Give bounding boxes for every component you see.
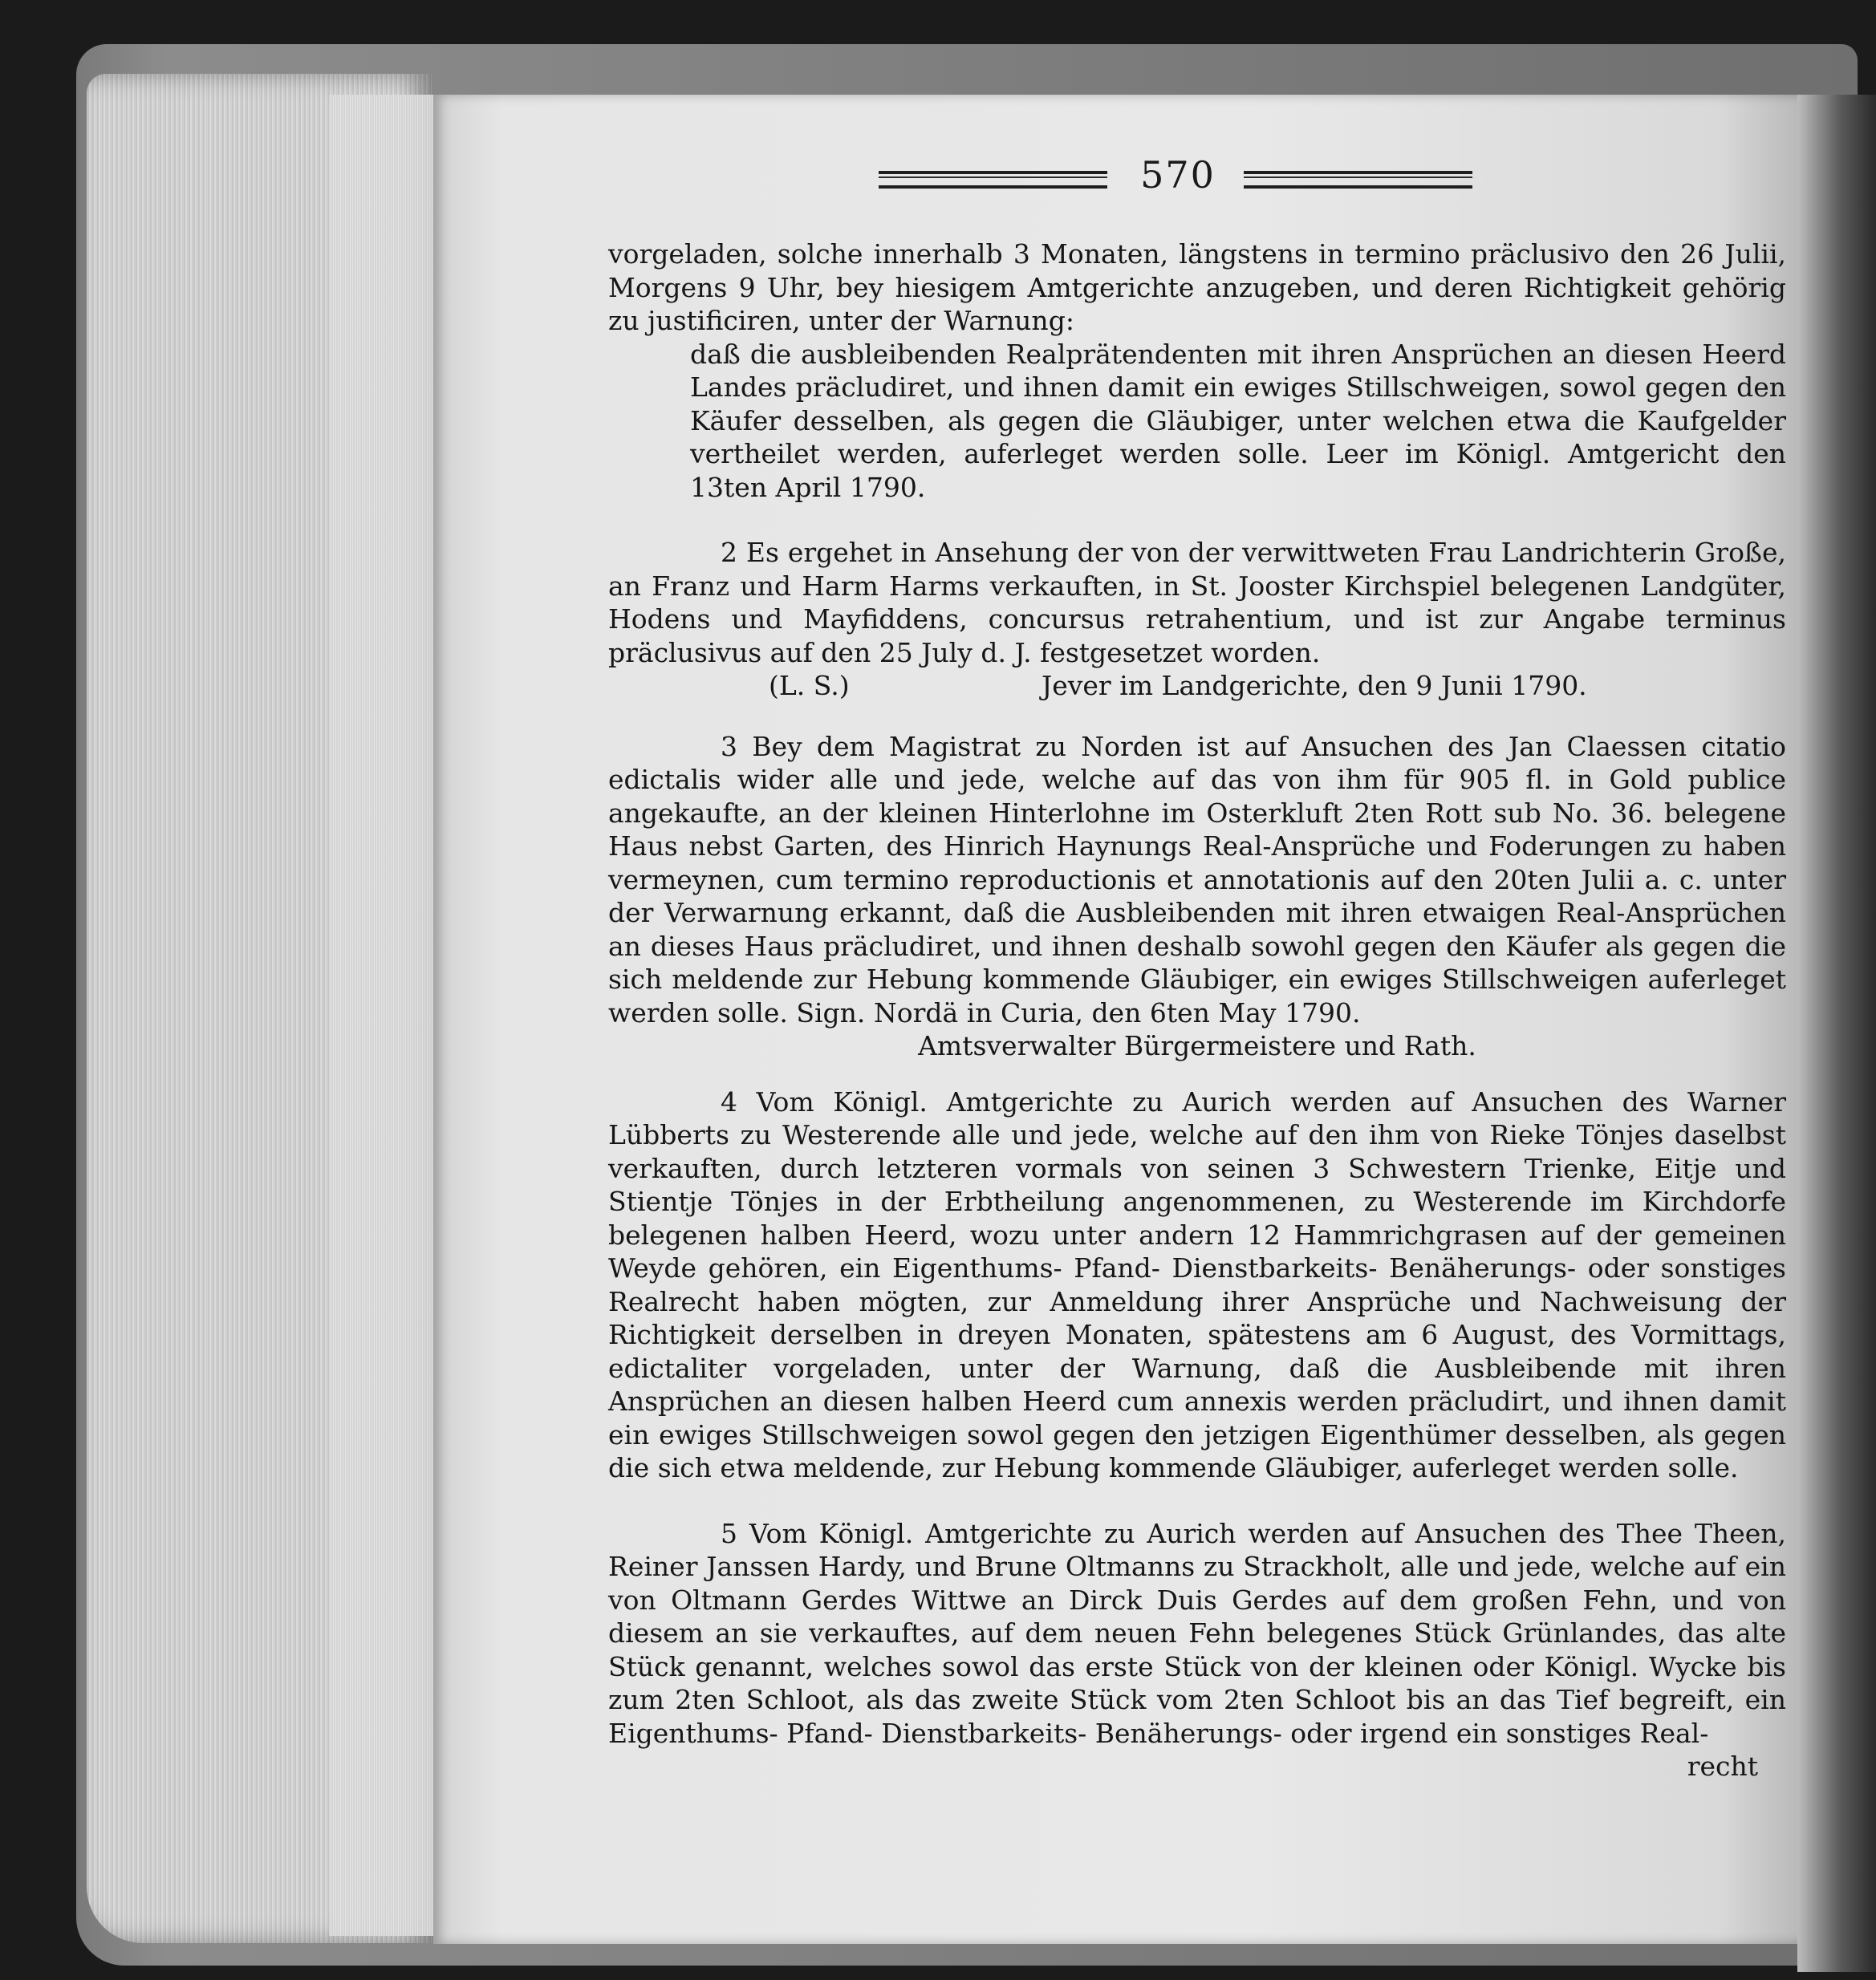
paragraph-1-warning: daß die ausbleibenden Realprätendenten mit ihren Ansprüchen an diesen Heerd Landes präcludiret, und ihnen damit ein ewiges Stillschweigen, sowol gegen den Käufer desselben, als gegen die Gläubiger, unter welchen etwa die Kaufgelder vertheilet werden, auferleget werden solle. Leer im Königl. Amtgericht den 13ten April 1790. xyxy=(690,338,1786,503)
paragraph-4: 4 Vom Königl. Amtgerichte zu Aurich werden auf Ansuchen des Warner Lübberts zu Westerende alle und jede, welche auf den ihm von Rieke Tönjes daselbst verkauften, durch letzteren vormals von seinen 3 Schwestern Trienke, Eitje und Stientje Tönjes in der Erbtheilung angenommenen, zu Westerende im Kirchdorfe belegenen halben Heerd, wozu unter andern 12 Hammrichgrasen auf der gemeinen Weyde gehören, ein Eigenthums- Pfand- Dienstbarkeits- Benäherungs- oder sonstiges Realrecht haben mögten, zur Anmeldung ihrer Ansprüche und Nachweisung der Richtigkeit derselben in dreyen Monaten, spätestens am 6 August, des Vormittags, edictaliter vorgeladen, unter der Warnung, daß die Ausbleibende mit ihren Ansprüchen an diesen halben Heerd cum annexis werden präcludirt, und ihnen damit ein ewiges Stillschweigen sowol gegen den jetzigen Eigenthümer desselben, als gegen die sich etwa meldende, zur Hebung kommende Gläubiger, auferleget werden solle. xyxy=(608,1085,1786,1483)
paragraph-5: 5 Vom Königl. Amtgerichte zu Aurich werden auf Ansuchen des Thee Theen, Reiner Janssen Hardy, und Brune Oltmanns zu Strackholt, alle und jede, welche auf ein von Oltmann Gerdes Wittwe an Dirck Duis Gerdes auf dem großen Fehn, und von diesem an sie verkauftes, auf dem neuen Fehn belegenes Stück Grünlandes, das alte Stück genannt, welches sowol das erste Stück von der kleinen oder Königl. Wycke bis zum 2ten Schloot, als das zweite Stück vom 2ten Schloot bis an das Tief begreift, ein Eigenthums- Pfand- Dienstbarkeits- Benäherungs- oder irgend ein sonstiges Real- xyxy=(608,1517,1786,1749)
paragraph-3-signature: Amtsverwalter Bürgermeistere und Rath. xyxy=(918,1030,1476,1061)
paragraph-2-signature-line xyxy=(608,669,1786,703)
paragraph-3: 3 Bey dem Magistrat zu Norden ist auf Ansuchen des Jan Claessen citatio edictalis wider alle und jede, welche auf das von ihm für 905 fl. in Gold publice angekaufte, an der kleinen Hinterlohne im Osterkluft 2ten Rott sub No. 36. belegene Haus nebst Garten, des Hinrich Haynungs Real-Ansprüche und Foderungen zu haben vermeynen, cum termino reproductionis et annotationis auf den 20ten Julii a. c. unter der Verwarnung erkannt, daß die Ausbleibenden mit ihren etwaigen Real-Ansprüchen an dieses Haus präcludiret, und ihnen deshalb sowohl gegen den Käufer als gegen die sich meldende zur Hebung kommende Gläubiger, ein ewiges Stillschweigen auferleget werden solle. Sign. Nordä in Curia, den 6ten May 1790. xyxy=(608,730,1786,1029)
page-header xyxy=(879,153,1472,201)
binding-gutter xyxy=(1797,95,1876,1972)
header-rule-right xyxy=(1244,171,1472,189)
paragraph-2: 2 Es ergehet in Ansehung der von der verwittweten Frau Landrichterin Große, an Franz und Harm Harms verkauften, in St. Jooster Kirchspiel belegenen Landgüter, Hodens und Mayfiddens, concursus retrahentium, und ist zur Angabe terminus präclusivus auf den 25 July d. J. festgesetzet worden. xyxy=(608,537,1786,668)
page-content xyxy=(433,95,1801,1944)
paragraph-1-intro: vorgeladen, solche innerhalb 3 Monaten, längstens in termino präclusivo den 26 Julii, Morgens 9 Uhr, bey hiesigem Amtgerichte anzugeben, und deren Richtigkeit gehörig zu justificiren, unter der Warnung: xyxy=(608,238,1786,336)
page-body xyxy=(608,237,1786,1783)
page-stack xyxy=(329,95,445,1936)
seal-mark: (L. S.) xyxy=(769,670,850,701)
header-rule-left xyxy=(879,171,1107,189)
paragraph-2-signature: Jever im Landgerichte, den 9 Junii 1790. xyxy=(1042,670,1587,701)
catchword: recht xyxy=(1687,1751,1758,1782)
page-number: 570 xyxy=(1140,153,1216,197)
